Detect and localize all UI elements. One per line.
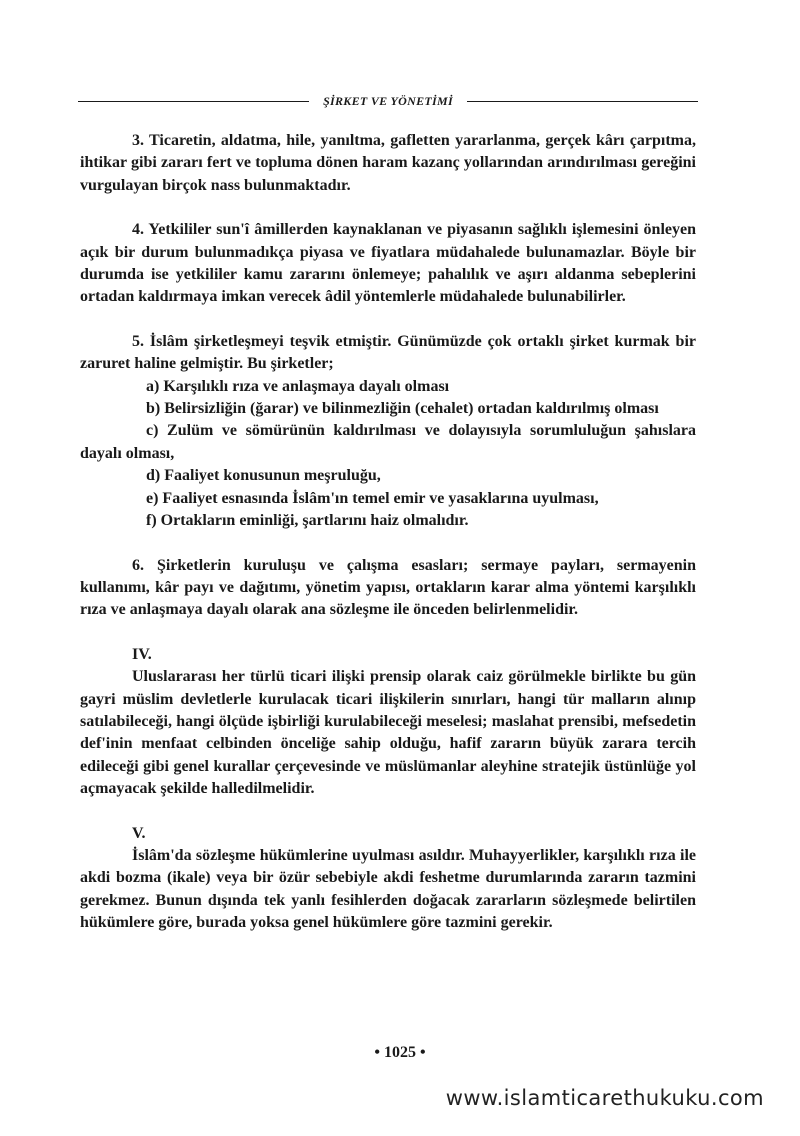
running-header xyxy=(78,90,698,112)
paragraph-3: 3. Ticaretin, aldatma, hile, yanıltma, gafletten yararlanma, gerçek kârı çarpıtma, ihtikar gibi zararı fert ve topluma dönen haram kazanç yollarından arındırılması gereğini vurgulayan birçok nass bulunmaktadır. xyxy=(80,132,696,194)
watermark-url: www.islamticarethukuku.com xyxy=(445,1086,764,1110)
list-item-a: a) Karşılıklı rıza ve anlaşmaya dayalı olması xyxy=(146,377,450,395)
list-item-d: d) Faaliyet konusunun meşruluğu, xyxy=(146,467,381,485)
body-text xyxy=(80,130,696,957)
section-v xyxy=(80,823,696,935)
list-item-f: f) Ortakların eminliği, şartlarını haiz olmalıdır. xyxy=(146,512,469,530)
section-v-text: İslâm'da sözleşme hükümlerine uyulması asıldır. Muhayyerlikler, karşılıklı rıza ile akdi bozma (ikale) veya bir özür sebebiyle akdi feshetme durumlarında zararın tazmini gerekmez. Bunun dışında tek yanlı fesihlerden doğacak zararların sözleşmede belirtilen hükümlere göre, burada yoksa genel hükümlere göre tazmini gerekir. xyxy=(80,846,696,932)
header-rule-right xyxy=(467,101,698,102)
page-number: • 1025 • xyxy=(374,1044,426,1061)
paragraph-5: 5. İslâm şirketleşmeyi teşvik etmiştir. Günümüzde çok ortaklı şirket kurmak bir zaruret haline gelmiştir. Bu şirketler; xyxy=(80,332,696,373)
section-iv xyxy=(80,644,696,801)
header-title: ŞİRKET VE YÖNETİMİ xyxy=(323,93,453,108)
list-item-c: c) Zulüm ve sömürünün kaldırılması ve dolayısıyla sorumluluğun şahıslara dayalı olması, xyxy=(80,422,696,462)
header-rule-left xyxy=(78,101,309,102)
paragraph-4: 4. Yetkililer sun'î âmillerden kaynaklanan ve piyasanın sağlıklı işlemesini önleyen açık bir durum bulunmadıkça piyasa ve fiyatlara müdahalede bulunamazlar. Böyle bir durumda ise yetkililer kamu zararını önlemeye; pahalılık ve aşırı aldanma sebeplerini ortadan kaldırmaya imkan verecek âdil yöntemlerle müdahalede bulunabilirler. xyxy=(80,221,696,306)
section-iv-text: Uluslararası her türlü ticari ilişki prensip olarak caiz görülmekle birlikte bu gün gayri müslim devletlerle kurulacak ticari ilişkilerin sınırları, hangi tür malların alınıp satılabileceği, hangi ölçüde işbirliği kurulabileceği meselesi; maslahat prensibi, mefsedetin def'inin menfaat celbinden önceliğe sahip olduğu, hafif zararın büyük zarara tercih edileceği gibi genel kurallar çerçevesinde ve müslümanlar aleyhine stratejik üstünlüğe yol açmayacak şekilde halledilmelidir. xyxy=(80,668,696,798)
section-iv-number: IV. xyxy=(132,645,152,663)
paragraph-5-block xyxy=(80,331,696,533)
section-v-number: V. xyxy=(132,824,146,842)
list-item-b: b) Belirsizliğin (ğarar) ve bilinmezliğin (cehalet) ortadan kaldırılmış olması xyxy=(146,400,659,418)
list-item-e: e) Faaliyet esnasında İslâm'ın temel emir ve yasaklarına uyulması, xyxy=(146,489,599,507)
paragraph-6: 6. Şirketlerin kuruluşu ve çalışma esasları; sermaye payları, sermayenin kullanımı, kâr payı ve dağıtımı, yönetim yapısı, ortakların karar alma yöntemi karşılıklı rıza ve anlaşmaya dayalı olarak ana sözleşme ile önceden belirlenmelidir. xyxy=(80,556,696,619)
